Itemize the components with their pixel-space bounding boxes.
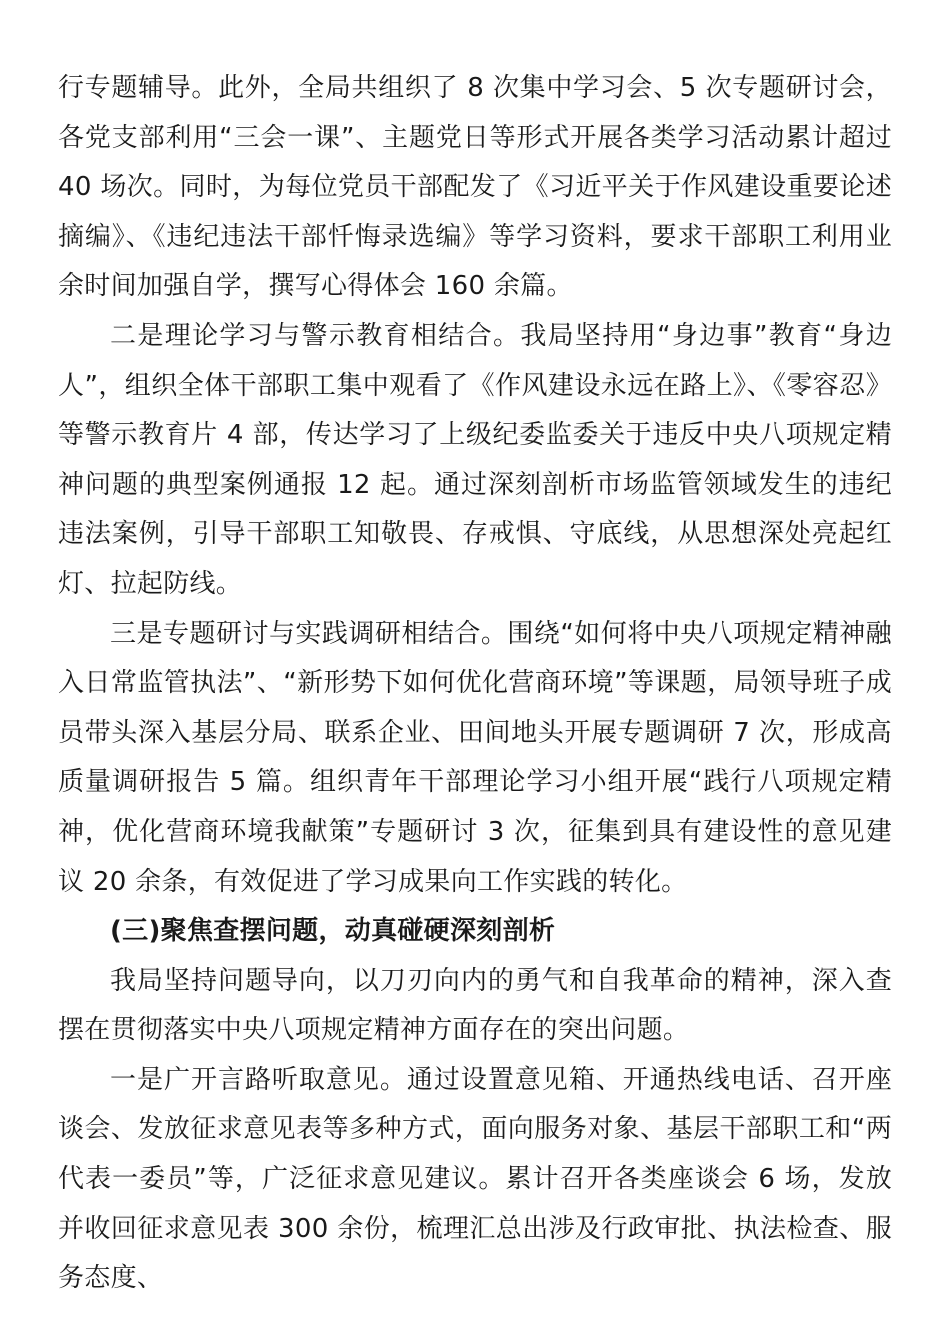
- paragraph-collect-opinions: 一是广开言路听取意见。通过设置意见箱、开通热线电话、召开座谈会、发放征求意见表等多种方式，面向服务对象、基层干部职工和“两代表一委员”等，广泛征求意见建议。累计召开各类座谈会 6 场，发放并收回征求意见表 300 余份，梳理汇总出涉及行政审批、执法检查、服务态度、: [58, 1064, 892, 1294]
- paragraph-problem-orientation: 我局坚持问题导向，以刀刃向内的勇气和自我革命的精神，深入查摆在贯彻落实中央八项规定精神方面存在的突出问题。: [58, 965, 892, 1046]
- document-page: [58, 64, 892, 1304]
- paragraph-research-practice: 三是专题研讨与实践调研相结合。围绕“如何将中央八项规定精神融入日常监管执法”、“新形势下如何优化营商环境”等课题，局领导班子成员带头深入基层分局、联系企业、田间地头开展专题调研 7 次，形成高质量调研报告 5 篇。组织青年干部理论学习小组开展“践行八项规定精神，优化营商环境我献策”专题研讨 3 次，征集到具有建设性的意见建议 20 余条，有效促进了学习成果向工作实践的转化。: [58, 618, 892, 897]
- section-heading-problem-finding: (三)聚焦查摆问题，动真碰硬深刻剖析: [110, 916, 556, 947]
- paragraph-study-activities: 行专题辅导。此外，全局共组织了 8 次集中学习会、5 次专题研讨会，各党支部利用“三会一课”、主题党日等形式开展各类学习活动累计超过 40 场次。同时，为每位党员干部配发了《习近平关于作风建设重要论述摘编》、《违纪违法干部忏悔录选编》等学习资料，要求干部职工利用业余时间加强自学，撰写心得体会 160 余篇。: [58, 73, 892, 302]
- paragraph-warning-education: 二是理论学习与警示教育相结合。我局坚持用“身边事”教育“身边人”，组织全体干部职工集中观看了《作风建设永远在路上》、《零容忍》等警示教育片 4 部，传达学习了上级纪委监委关于违反中央八项规定精神问题的典型案例通报 12 起。通过深刻剖析市场监管领域发生的违纪违法案例，引导干部职工知敬畏、存戒惧、守底线，从思想深处亮起红灯、拉起防线。: [58, 320, 892, 599]
